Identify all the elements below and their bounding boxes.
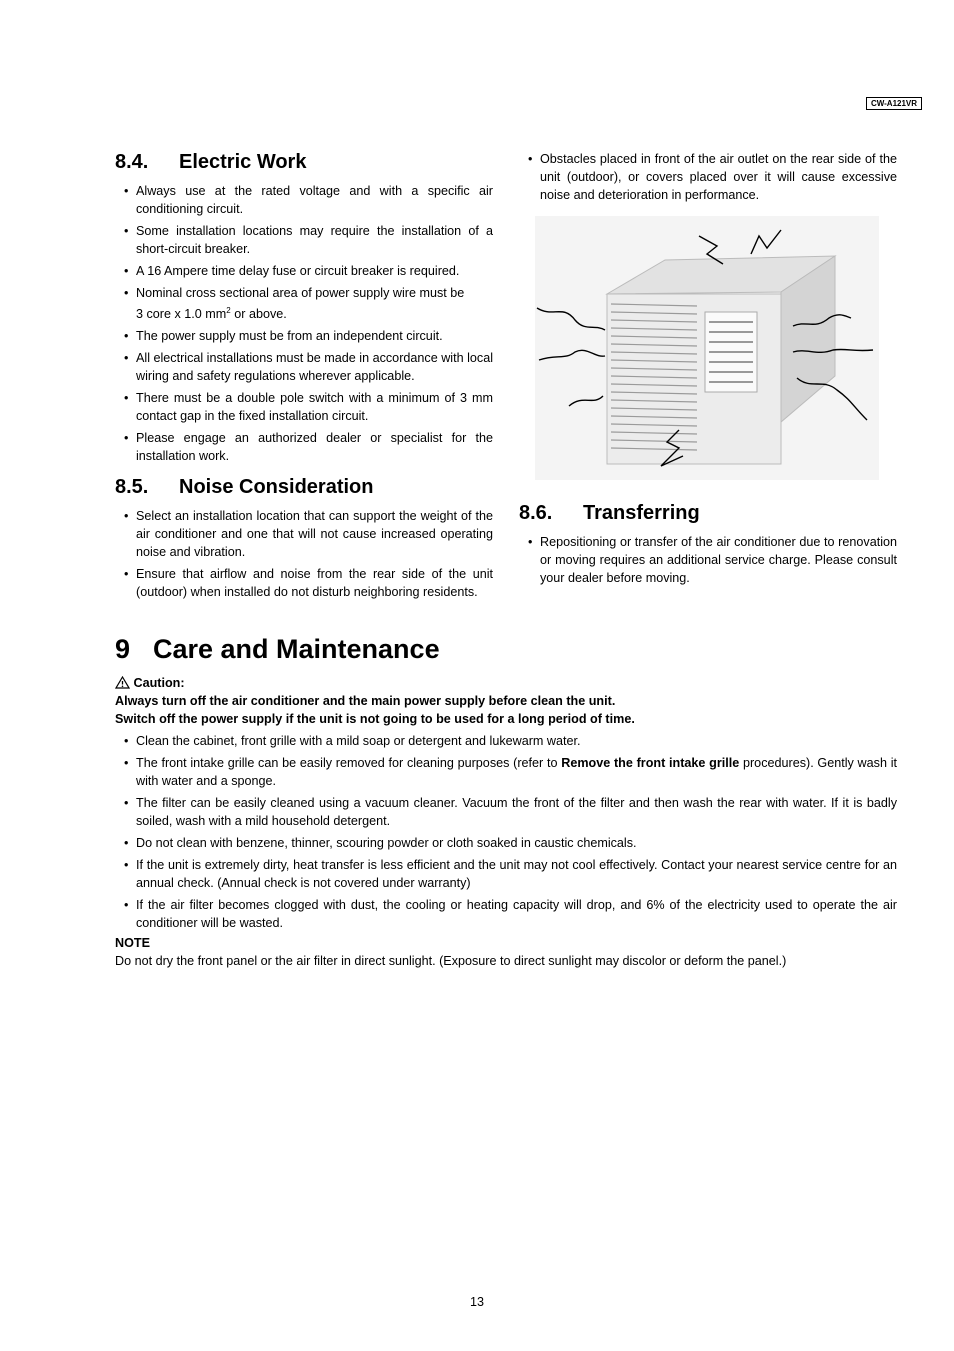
list-item-text: 3 core x 1.0 mm — [136, 307, 227, 322]
transferring-list — [519, 533, 897, 587]
list-item: • If the air filter becomes clogged with dust, the cooling or heating capacity will drop, and 6% of the electricity used to operate the air conditioner will be wasted. — [115, 896, 897, 932]
list-item: • Ensure that airflow and noise from the rear side of the unit (outdoor) when installed do not disturb neighboring residents. — [115, 565, 493, 601]
list-item: • All electrical installations must be made in accordance with local wiring and safety regulations wherever applicable. — [115, 349, 493, 385]
right-column — [519, 150, 897, 591]
list-item: • There must be a double pole switch with a minimum of 3 mm contact gap in the fixed installation circuit. — [115, 389, 493, 425]
noise-list-continued — [519, 150, 897, 204]
care-list — [115, 732, 897, 932]
chapter-9-heading — [115, 632, 440, 666]
note-text: Do not dry the front panel or the air filter in direct sunlight. (Exposure to direct sunlight may discolor or deform the panel.) — [115, 954, 787, 968]
list-item: • Please engage an authorized dealer or specialist for the installation work. — [115, 429, 493, 465]
caution-heading — [115, 674, 897, 692]
list-item: • Do not clean with benzene, thinner, scouring powder or cloth soaked in caustic chemicals. — [115, 834, 897, 852]
list-item: • If the unit is extremely dirty, heat transfer is less efficient and the unit may not cool effectively. Contact your nearest service centre for an annual check. (Annual check is not covered under warranty) — [115, 856, 897, 892]
electric-work-list — [115, 182, 493, 465]
chapter-title: Care and Maintenance — [153, 634, 440, 664]
model-code-box: CW-A121VR — [866, 97, 922, 110]
care-section — [115, 674, 897, 970]
chapter-number: 9 — [115, 634, 131, 664]
section-8-5-heading — [115, 475, 493, 499]
section-8-6-heading — [519, 501, 897, 525]
list-item-bold-ref: Remove the front intake grille — [561, 756, 740, 770]
note-label: NOTE — [115, 936, 150, 950]
list-item-text: The front intake grille can be easily removed for cleaning purposes (refer to — [136, 756, 562, 770]
noise-list — [115, 507, 493, 601]
list-item: • A 16 Ampere time delay fuse or circuit breaker is required. — [115, 262, 493, 280]
list-item: • Always use at the rated voltage and with a specific air conditioning circuit. — [115, 182, 493, 218]
section-8-4-heading — [115, 150, 493, 174]
list-item: • Select an installation location that can support the weight of the air conditioner and one that will not cause increased operating noise and vibration. — [115, 507, 493, 561]
list-item-text: or above. — [230, 307, 287, 322]
section-number: 8.6. — [519, 502, 553, 524]
caution-line: Always turn off the air conditioner and the main power supply before clean the unit. — [115, 694, 616, 708]
section-number: 8.5. — [115, 476, 149, 499]
list-item: • Clean the cabinet, front grille with a mild soap or detergent and lukewarm water. — [115, 732, 897, 750]
list-item: • Repositioning or transfer of the air conditioner due to renovation or moving requires an additional service charge. Please consult your dealer before moving. — [519, 533, 897, 587]
section-number: 8.4. — [115, 151, 149, 173]
air-conditioner-illustration — [535, 216, 879, 480]
page-number: 13 — [469, 1295, 484, 1309]
caution-label: Caution: — [133, 676, 185, 690]
list-item — [115, 284, 493, 323]
left-column — [115, 150, 493, 605]
list-item: • Some installation locations may require the installation of a short-circuit breaker. — [115, 222, 493, 258]
warning-triangle-icon — [115, 676, 130, 689]
list-item: • Obstacles placed in front of the air outlet on the rear side of the unit (outdoor), or covers placed over it will cause excessive noise and deterioration in performance. — [519, 150, 897, 204]
section-title: Electric Work — [179, 151, 307, 173]
section-title: Noise Consideration — [179, 476, 374, 499]
list-item: • The power supply must be from an independent circuit. — [115, 327, 493, 345]
section-title: Transferring — [583, 502, 700, 524]
list-item: • The filter can be easily cleaned using a vacuum cleaner. Vacuum the front of the filter and then wash the rear with water. If it is badly soiled, wash with a mild household detergent. — [115, 794, 897, 830]
caution-line: Switch off the power supply if the unit is not going to be used for a long period of time. — [115, 712, 635, 726]
superscript: 2 — [226, 306, 231, 315]
list-item-text: Nominal cross sectional area of power supply wire must be — [136, 286, 465, 300]
list-item — [115, 754, 897, 790]
list-item-text: procedures). Gently wash it with water and a sponge. — [136, 756, 897, 788]
